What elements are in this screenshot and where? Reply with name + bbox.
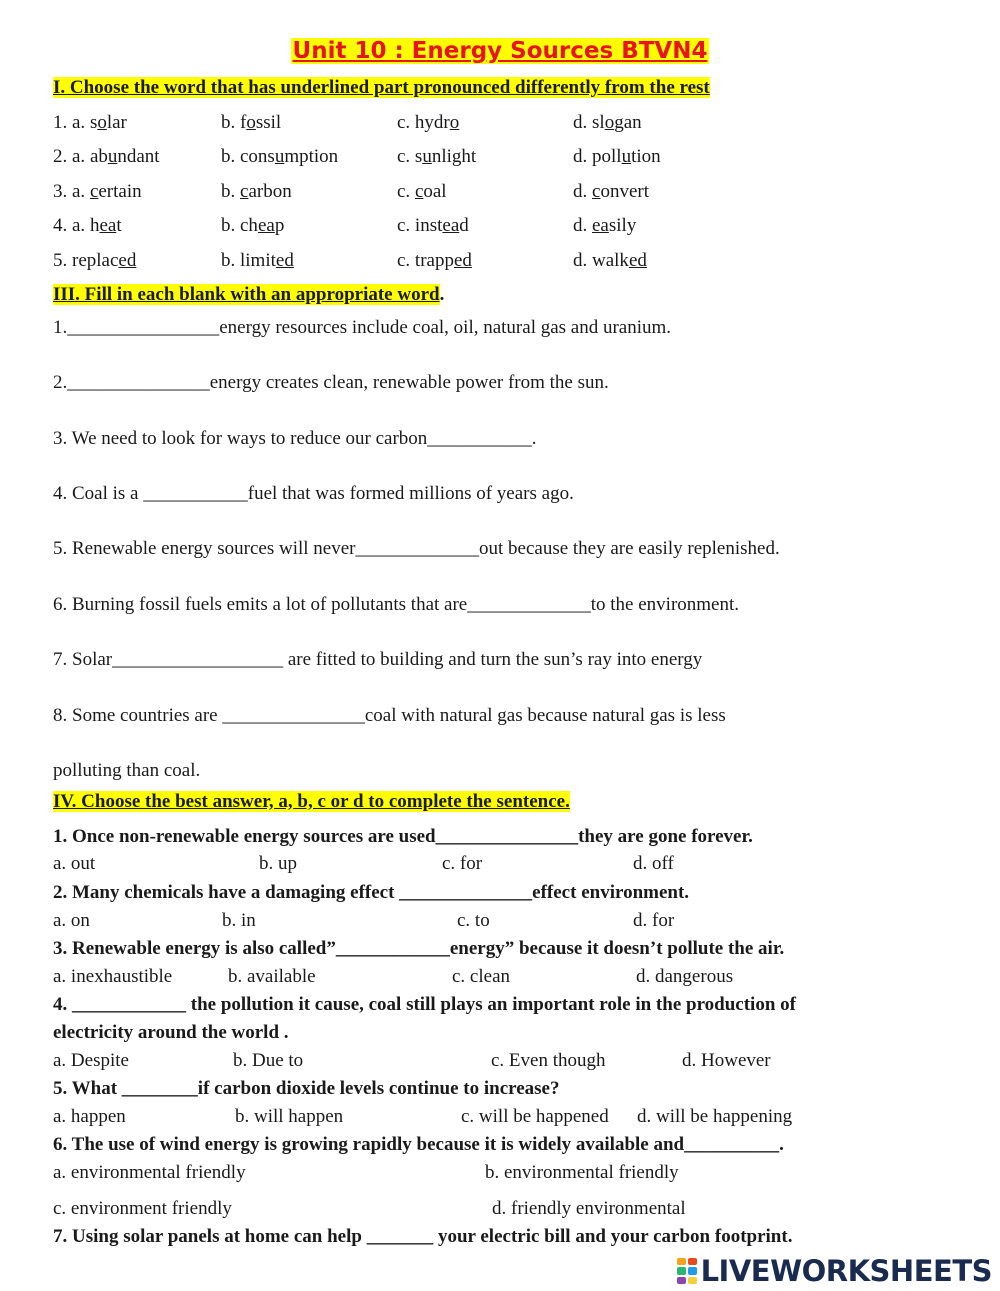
pronunciation-option[interactable] (573, 249, 647, 273)
underlined-part: ea (592, 215, 609, 236)
pronunciation-option[interactable] (397, 214, 469, 238)
logo-square (688, 1277, 697, 1284)
answer-option[interactable]: c. will be happened (461, 1106, 609, 1127)
pronunciation-option[interactable] (221, 214, 284, 238)
pronunciation-option[interactable] (573, 180, 649, 204)
question-text: 5. What ________if carbon dioxide levels continue to increase? (53, 1078, 560, 1099)
word-part: gan (614, 112, 642, 133)
word-part: h (89, 215, 100, 236)
underlined-part: ea (442, 215, 460, 236)
word-part: b. (221, 181, 240, 202)
question-text: 2. Many chemicals have a damaging effect ______________effect environment. (53, 882, 690, 903)
word-part: c. s (397, 146, 423, 167)
word-part: b. ch (221, 215, 258, 236)
logo-square (677, 1267, 686, 1274)
answer-option[interactable]: b. environmental friendly (485, 1162, 679, 1183)
item-number: 3. a. (53, 181, 90, 202)
question-text: 3. Renewable energy is also called”____________energy” because it doesn’t pollute the air. (53, 938, 785, 959)
liveworksheets-logo: LIVEWORKSHEETS (677, 1254, 992, 1288)
answer-option[interactable]: b. will happen (235, 1106, 344, 1127)
underlined-part: ed (453, 250, 472, 271)
word-part: replac (72, 250, 119, 271)
logo-square (688, 1267, 697, 1274)
underlined-part: ed (118, 250, 137, 271)
word-part: p (274, 215, 285, 236)
word-part: s (89, 112, 98, 133)
answer-option[interactable]: c. to (457, 910, 490, 931)
answer-option[interactable]: d. friendly environmental (492, 1198, 686, 1219)
answer-option[interactable]: a. happen (53, 1106, 126, 1127)
word-part: c. trapp (397, 250, 454, 271)
word-part: d. sl (573, 112, 605, 133)
item-number: 1. a. (53, 112, 90, 133)
word-part: tion (631, 146, 661, 167)
item-number: 2. a. (53, 146, 90, 167)
word-part: ndant (117, 146, 160, 167)
word-part: b. f (221, 112, 247, 133)
worksheet-title: Unit 10 : Energy Sources BTVN4 (292, 38, 708, 64)
word-part: lar (106, 112, 127, 133)
word-part: t (116, 215, 122, 236)
answer-option[interactable]: c. environment friendly (53, 1198, 232, 1219)
word-part: mption (284, 146, 339, 167)
answer-option[interactable]: c. Even though (491, 1050, 606, 1071)
answer-option[interactable]: a. out (53, 853, 96, 874)
word-part: d. walk (573, 250, 629, 271)
logo-square (677, 1258, 686, 1265)
logo-square (688, 1258, 697, 1265)
pronunciation-option[interactable] (53, 111, 127, 135)
section-3-heading: III. Fill in each blank with an appropriate word. (53, 284, 445, 305)
pronunciation-option[interactable] (221, 180, 292, 204)
pronunciation-option[interactable] (573, 214, 636, 238)
word-part: c. hydr (397, 112, 450, 133)
answer-option[interactable]: a. inexhaustible (53, 966, 173, 987)
fill-blank-item: 3. We need to look for ways to reduce our carbon___________. (53, 428, 537, 449)
answer-option[interactable]: d. dangerous (636, 966, 734, 987)
fill-blank-item: polluting than coal. (53, 760, 201, 781)
word-part: nlight (431, 146, 477, 167)
word-part: onvert (600, 181, 649, 202)
fill-blank-item: 8. Some countries are _______________coal with natural gas because natural gas is less (53, 705, 726, 726)
answer-option[interactable]: a. Despite (53, 1050, 129, 1071)
pronunciation-option[interactable] (573, 145, 661, 169)
word-part: c. (397, 181, 415, 202)
underlined-part: u (621, 146, 632, 167)
word-part: arbon (248, 181, 292, 202)
word-part: c. inst (397, 215, 443, 236)
word-part: b. limit (221, 250, 276, 271)
word-part: oal (423, 181, 447, 202)
pronunciation-option[interactable] (397, 145, 476, 169)
pronunciation-option[interactable] (53, 145, 160, 169)
answer-option[interactable]: d. However (682, 1050, 771, 1071)
answer-option[interactable]: c. for (442, 853, 483, 874)
question-text: 1. Once non-renewable energy sources are used_______________they are gone forever. (53, 826, 753, 847)
fill-blank-item: 6. Burning fossil fuels emits a lot of pollutants that are_____________to the environment. (53, 594, 740, 615)
pronunciation-option[interactable] (221, 145, 338, 169)
underlined-part: u (274, 146, 285, 167)
liveworksheets-icon (677, 1258, 697, 1284)
underlined-part: ed (628, 250, 647, 271)
word-part: d. (573, 215, 592, 236)
underlined-part: o (97, 112, 107, 133)
answer-option[interactable]: d. off (633, 853, 674, 874)
answer-option[interactable]: d. for (633, 910, 675, 931)
pronunciation-option[interactable] (573, 111, 642, 135)
pronunciation-option[interactable] (221, 249, 294, 273)
question-text: 4. ____________ the pollution it cause, coal still plays an important role in the production of (53, 994, 796, 1015)
question-text: electricity around the world . (53, 1022, 289, 1043)
word-part: d (459, 215, 469, 236)
word-part: ertain (98, 181, 142, 202)
underlined-part: u (422, 146, 432, 167)
pronunciation-option[interactable] (221, 111, 281, 135)
underlined-part: c (89, 181, 99, 202)
fill-blank-item: 4. Coal is a ___________fuel that was formed millions of years ago. (53, 483, 574, 504)
answer-option[interactable]: a. environmental friendly (53, 1162, 246, 1183)
underlined-part: c (592, 181, 601, 202)
underlined-part: o (604, 112, 615, 133)
word-part: ssil (255, 112, 282, 133)
underlined-part: c (414, 181, 424, 202)
underlined-part: c (240, 181, 249, 202)
item-number: 4. a. (53, 215, 90, 236)
fill-blank-item: 2._______________energy creates clean, renewable power from the sun. (53, 372, 609, 393)
underlined-part: ea (257, 215, 275, 236)
word-part: b. cons (221, 146, 275, 167)
logo-square (677, 1277, 686, 1284)
word-part: ab (89, 146, 108, 167)
underlined-part: ea (99, 215, 117, 236)
word-part: d. (573, 181, 592, 202)
item-number: 5. (53, 250, 72, 271)
underlined-part: u (107, 146, 118, 167)
answer-option[interactable]: b. available (228, 966, 316, 987)
pronunciation-option[interactable] (53, 249, 136, 273)
answer-option[interactable]: b. up (259, 853, 297, 874)
word-part: d. poll (573, 146, 622, 167)
answer-option[interactable]: b. Due to (233, 1050, 304, 1071)
question-text: 6. The use of wind energy is growing rapidly because it is widely available and__________. (53, 1134, 784, 1155)
underlined-part: ed (275, 250, 294, 271)
underlined-part: o (449, 112, 460, 133)
answer-option[interactable]: a. on (53, 910, 90, 931)
answer-option[interactable]: d. will be happening (637, 1106, 793, 1127)
fill-blank-item: 5. Renewable energy sources will never_____________out because they are easily replenished. (53, 538, 780, 559)
fill-blank-item: 7. Solar__________________ are fitted to building and turn the sun’s ray into energy (53, 649, 703, 670)
answer-option[interactable]: c. clean (452, 966, 511, 987)
section-1-heading: I. Choose the word that has underlined part pronounced differently from the rest (53, 77, 710, 98)
pronunciation-option[interactable] (397, 111, 459, 135)
pronunciation-option[interactable] (397, 249, 472, 273)
underlined-part: o (246, 112, 256, 133)
section-4-heading: IV. Choose the best answer, a, b, c or d to complete the sentence. (53, 791, 570, 812)
answer-option[interactable]: b. in (222, 910, 256, 931)
question-text: 7. Using solar panels at home can help _______ your electric bill and your carbon footprint. (53, 1226, 793, 1247)
word-part: sily (608, 215, 637, 236)
pronunciation-option[interactable] (53, 214, 122, 238)
pronunciation-option[interactable] (397, 180, 447, 204)
fill-blank-item: 1.________________energy resources include coal, oil, natural gas and uranium. (53, 317, 672, 338)
pronunciation-option[interactable] (53, 180, 142, 204)
